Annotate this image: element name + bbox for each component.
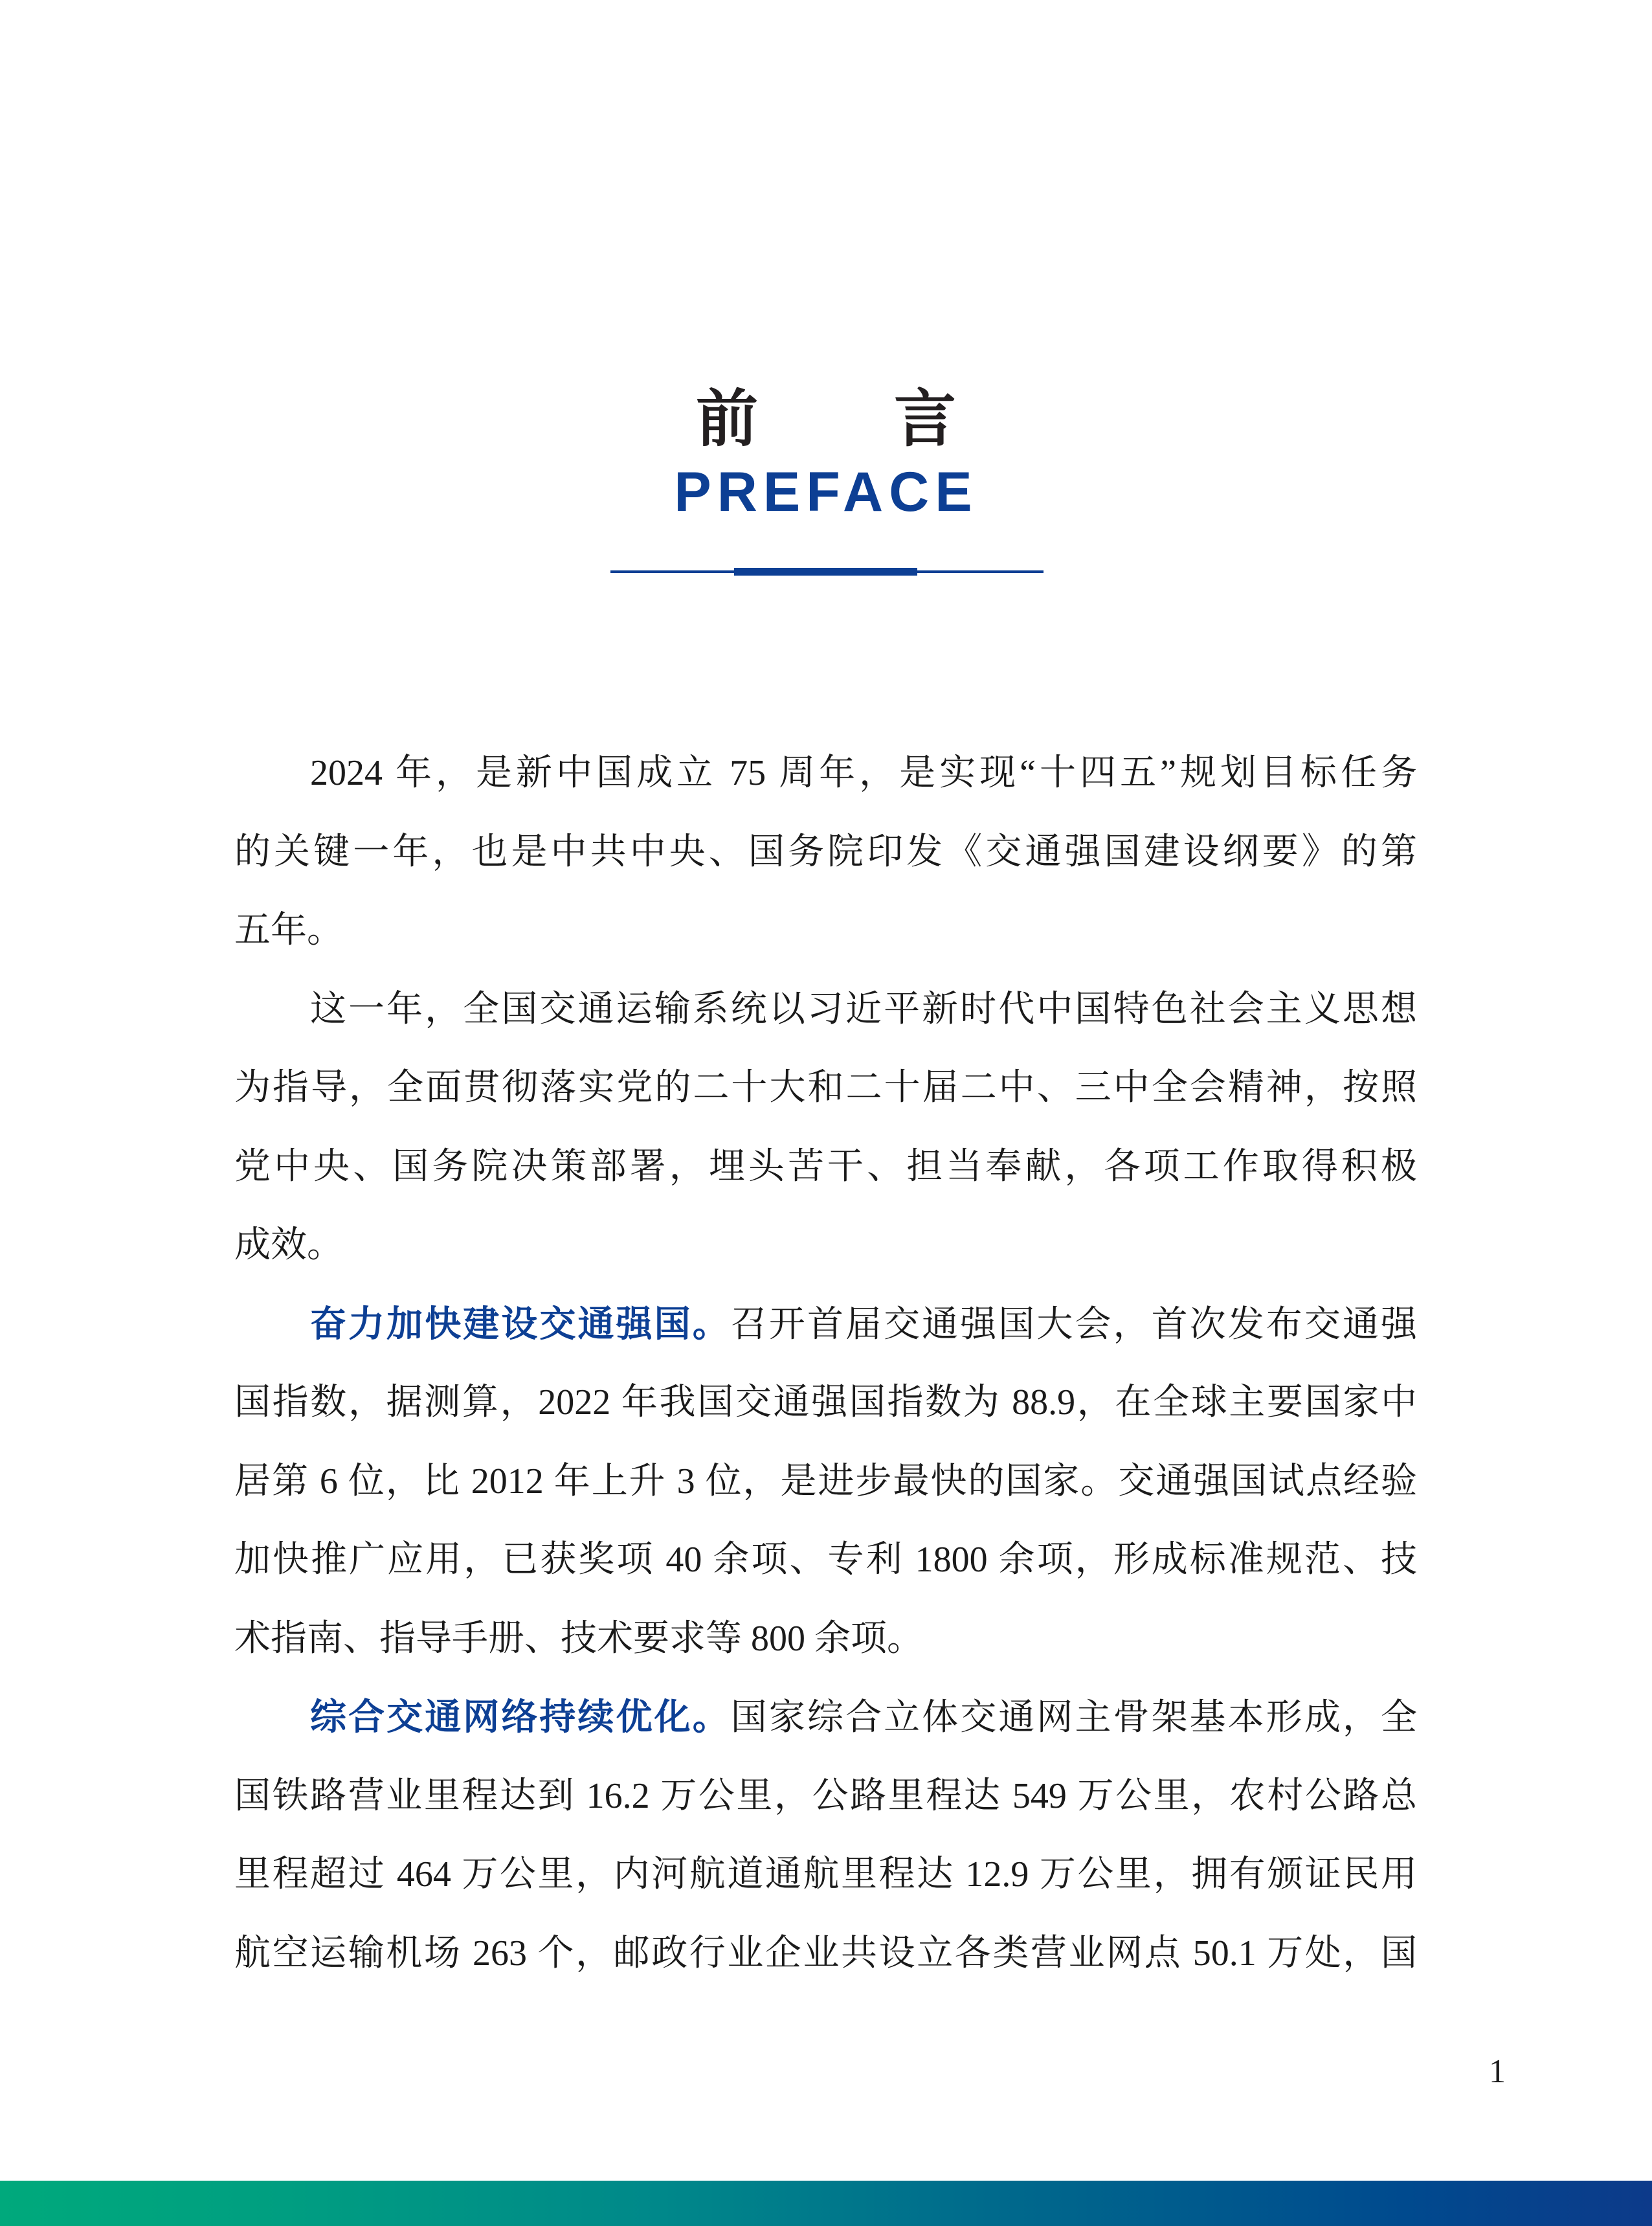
page-title-english: PREFACE: [674, 461, 978, 523]
text-line: 党中央、国务院决策部署，埋头苦干、担当奉献，各项工作取得积极: [234, 1146, 1417, 1187]
text-line: 航空运输机场 263 个，邮政行业企业共设立各类营业网点 50.1 万处，国: [234, 1933, 1417, 1973]
text-line: 国指数，据测算，2022 年我国交通强国指数为 88.9，在全球主要国家中: [234, 1382, 1417, 1422]
page-number: 1: [1489, 2053, 1506, 2090]
text-line: 里程超过 464 万公里，内河航道通航里程达 12.9 万公里，拥有颁证民用: [234, 1854, 1417, 1894]
title-char-1: 前: [696, 383, 758, 455]
paragraph-2: [234, 971, 1417, 1285]
text-line: 国铁路营业里程达到 16.2 万公里，公路里程达 549 万公里，农村公路总: [234, 1775, 1417, 1816]
text-span: 召开首届交通强国大会，首次发布交通强: [730, 1304, 1418, 1345]
text-line: 成效。: [234, 1225, 343, 1265]
paragraph-4: [234, 1678, 1417, 1993]
text-line: 这一年，全国交通运输系统以习近平新时代中国特色社会主义思想: [310, 989, 1417, 1029]
title-divider-thick: [734, 568, 917, 576]
text-line: 术指南、指导手册、技术要求等 800 余项。: [234, 1618, 923, 1659]
title-char-2: 言: [894, 383, 956, 455]
paragraph-3: [234, 1285, 1417, 1679]
text-span: 国家综合立体交通网主骨架基本形成，全: [730, 1698, 1418, 1738]
footer-gradient-bar: [0, 2181, 1652, 2226]
text-line: 2024 年，是新中国成立 75 周年，是实现“十四五”规划目标任务: [310, 753, 1417, 793]
text-line: 五年。: [234, 910, 343, 950]
text-line: 为指导，全面贯彻落实党的二十大和二十届二中、三中全会精神，按照: [234, 1068, 1417, 1108]
section-lead-heading: 奋力加快建设交通强国。: [310, 1303, 731, 1345]
section-lead-heading: 综合交通网络持续优化。: [310, 1696, 731, 1738]
text-line: [234, 1678, 1417, 1757]
text-line: 居第 6 位，比 2012 年上升 3 位，是进步最快的国家。交通强国试点经验: [234, 1461, 1417, 1501]
paragraph-1: [234, 734, 1417, 971]
text-line: 加快推广应用，已获奖项 40 余项、专利 1800 余项，形成标准规范、技: [234, 1540, 1417, 1580]
text-line: [234, 1285, 1417, 1364]
page-title-chinese: [0, 383, 1652, 455]
preface-body: [234, 734, 1417, 1993]
text-line: 的关键一年，也是中共中央、国务院印发《交通强国建设纲要》的第: [234, 831, 1417, 872]
